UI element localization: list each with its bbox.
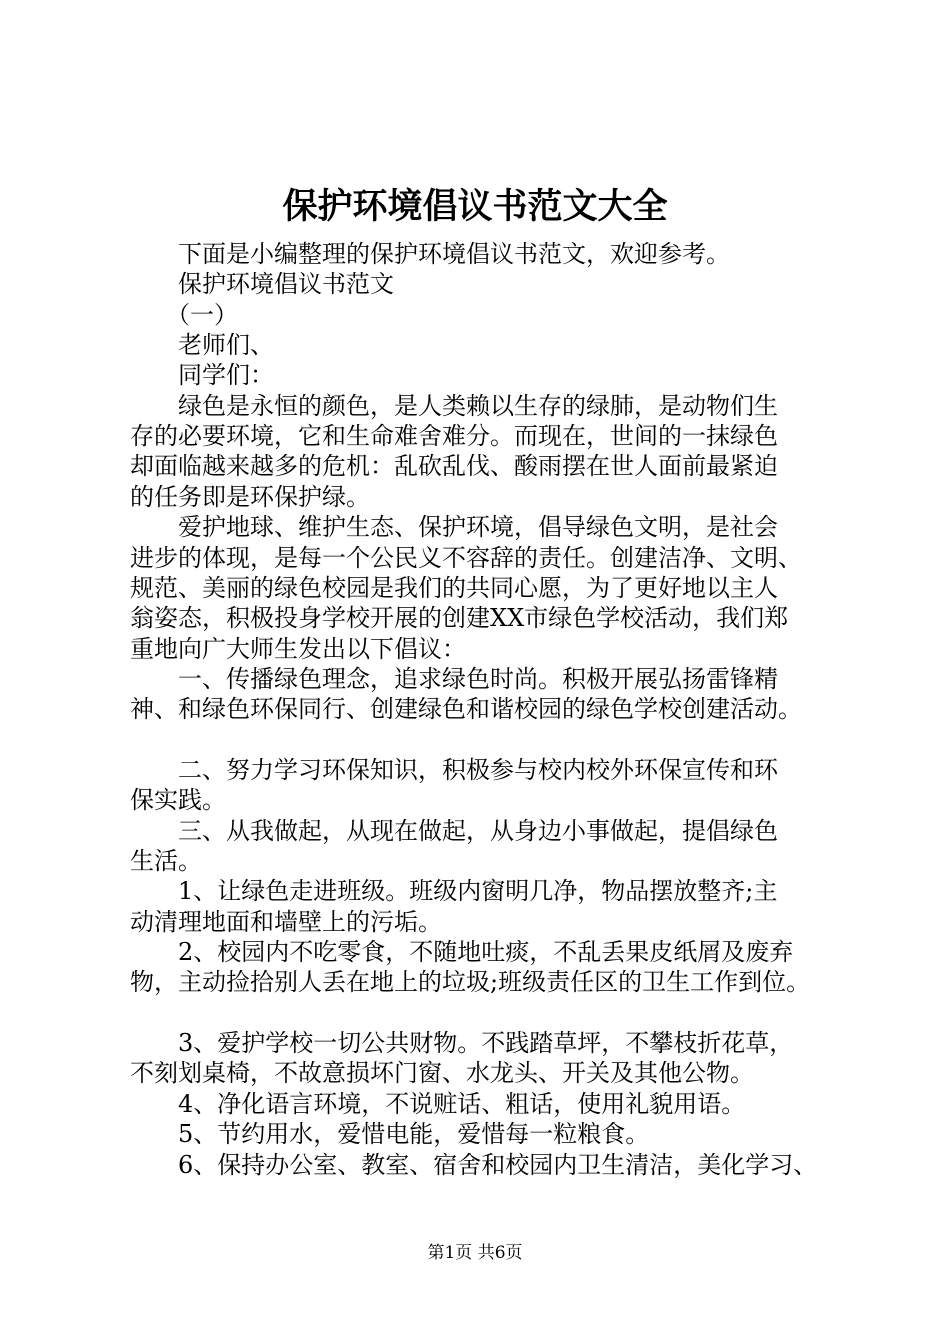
body-line: 一、传播绿色理念，追求绿色时尚。积极开展弘扬雷锋精 (130, 664, 778, 693)
body-line: 二、努力学习环保知识，积极参与校内校外环保宣传和环 (130, 755, 778, 784)
body-line: 三、从我做起，从现在做起，从身边小事做起，提倡绿色 (130, 816, 778, 845)
body-line: 同学们： (130, 361, 274, 390)
body-line: 绿色是永恒的颜色，是人类赖以生存的绿肺，是动物们生 (130, 391, 778, 420)
body-line: （一） (130, 300, 238, 329)
body-line: 1、让绿色走进班级。班级内窗明几净，物品摆放整齐;主 (130, 877, 778, 906)
body-line: 不刻划桌椅，不故意损坏门窗、水龙头、开关及其他公物。 (130, 1059, 754, 1088)
body-line: 保实践。 (130, 786, 226, 815)
body-line: 物，主动捡拾别人丢在地上的垃圾;班级责任区的卫生工作到位。 (130, 968, 811, 997)
body-line: 4、净化语言环境，不说赃话、粗话，使用礼貌用语。 (130, 1089, 746, 1118)
body-line: 保护环境倡议书范文 (130, 270, 394, 299)
body-line: 翁姿态，积极投身学校开展的创建XX市绿色学校活动，我们郑 (130, 604, 789, 633)
document-title: 保护环境倡议书范文大全 (282, 186, 668, 227)
body-line: 神、和绿色环保同行、创建绿色和谐校园的绿色学校创建活动。 (130, 695, 802, 724)
body-line: 动清理地面和墙壁上的污垢。 (130, 907, 442, 936)
body-line: 老师们、 (130, 331, 274, 360)
body-line: 的任务即是环保护绿。 (130, 482, 370, 511)
body-line: 规范、美丽的绿色校园是我们的共同心愿，为了更好地以主人 (130, 573, 778, 602)
body-line: 3、爱护学校一切公共财物。不践踏草坪，不攀枝折花草， (130, 1029, 794, 1058)
body-line: 存的必要环境，它和生命难舍难分。而现在，世间的一抹绿色 (130, 422, 778, 451)
body-line: 重地向广大师生发出以下倡议： (130, 634, 466, 663)
body-line: 进步的体现，是每一个公民义不容辞的责任。创建洁净、文明、 (130, 543, 802, 572)
body-line: 下面是小编整理的保护环境倡议书范文，欢迎参考。 (130, 240, 730, 268)
body-line: 5、节约用水，爱惜电能，爱惜每一粒粮食。 (130, 1120, 650, 1149)
body-line: 却面临越来越多的危机：乱砍乱伐、酸雨摆在世人面前最紧迫 (130, 452, 778, 481)
body-line: 爱护地球、维护生态、保护环境，倡导绿色文明，是社会 (130, 513, 778, 542)
body-line: 6、保持办公室、教室、宿舍和校园内卫生清洁，美化学习、 (130, 1150, 818, 1179)
body-line: 2、校园内不吃零食，不随地吐痰，不乱丢果皮纸屑及废弃 (130, 938, 794, 967)
page-footer: 第1页 共6页 (427, 1243, 523, 1263)
body-line: 生活。 (130, 847, 202, 875)
